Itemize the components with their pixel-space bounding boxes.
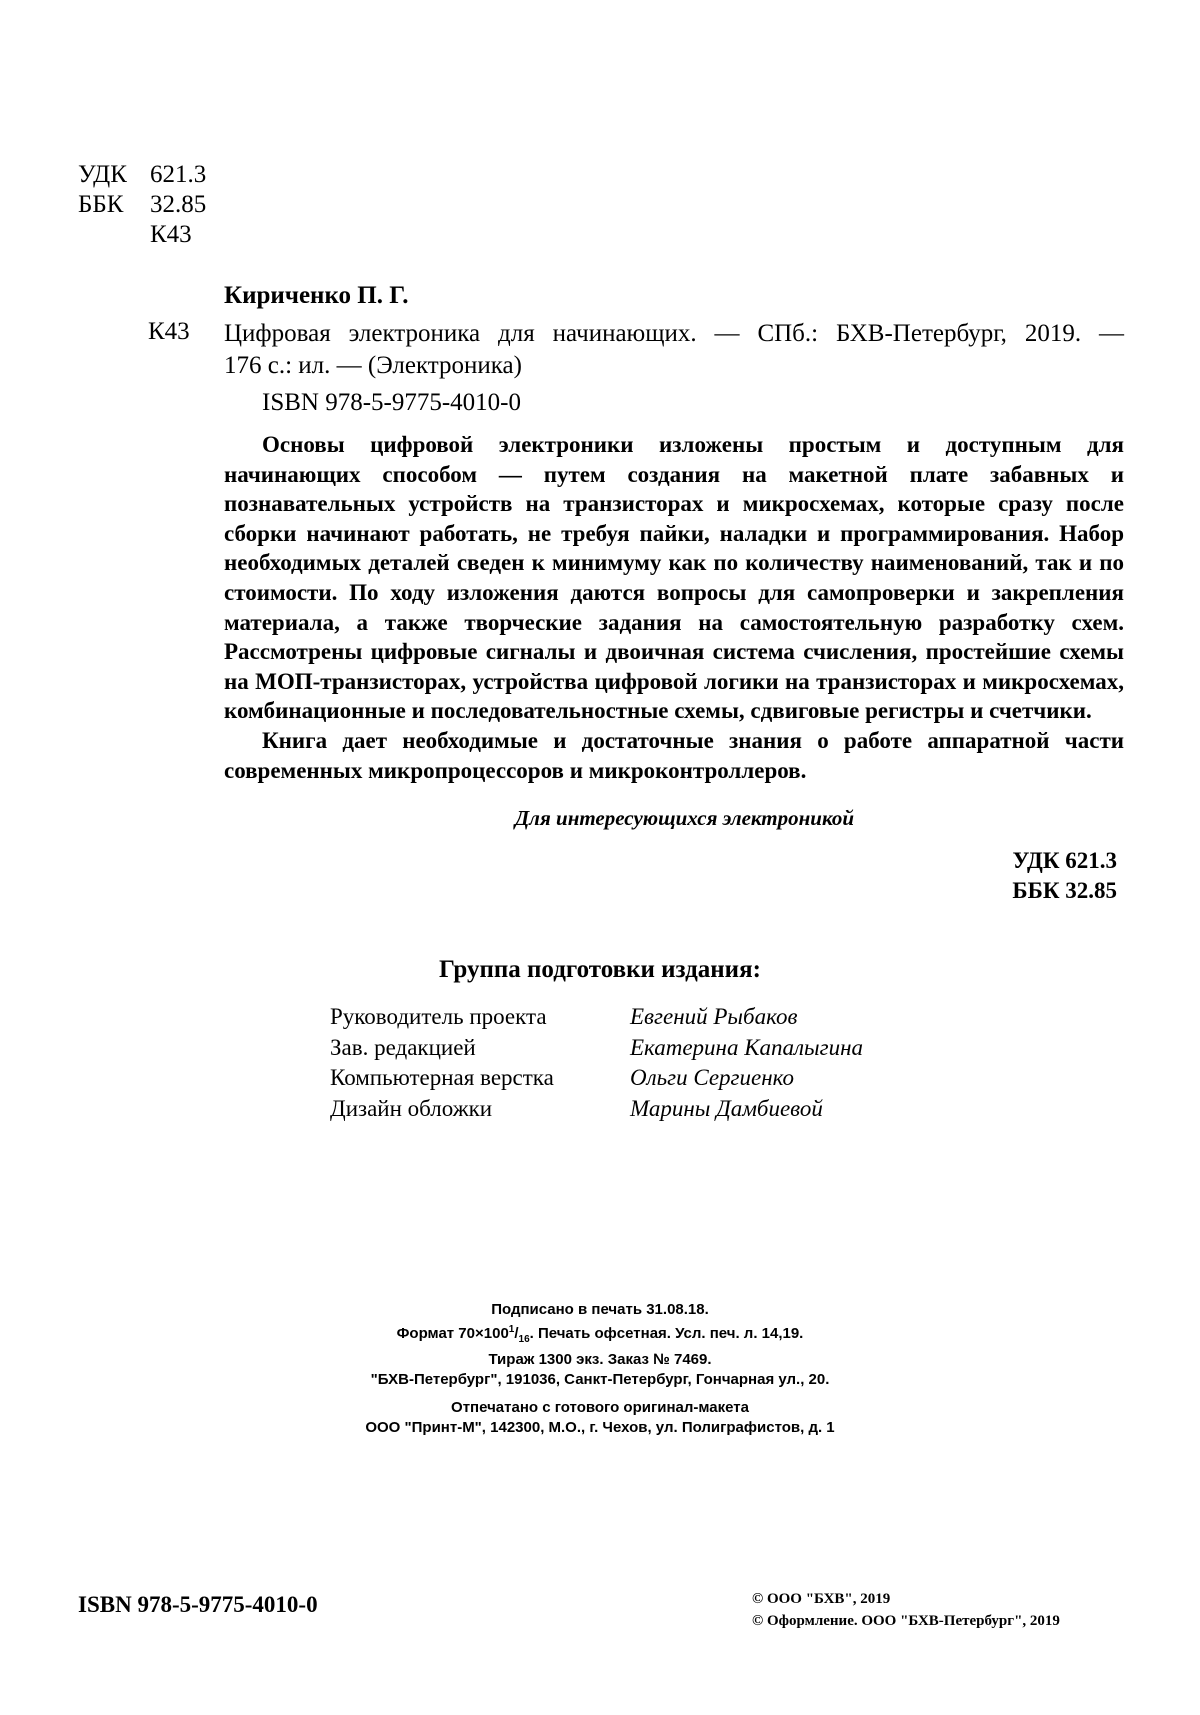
footer-isbn: ISBN 978-5-9775-4010-0 <box>78 1592 318 1617</box>
printed-from: Отпечатано с готового оригинал-макета <box>451 1399 749 1416</box>
bbk-row <box>78 190 206 220</box>
print-info <box>0 1300 1200 1438</box>
classification-right <box>1012 846 1117 906</box>
bbk-right: ББК 32.85 <box>1012 878 1117 903</box>
udk-value: 621.3 <box>150 161 207 188</box>
author-mark: К43 <box>150 221 192 248</box>
signed-date: Подписано в печать 31.08.18. <box>491 1301 709 1318</box>
publisher-address: "БХВ-Петербург", 191036, Санкт-Петербург, Гончарная ул., 20. <box>370 1371 830 1388</box>
team-member-name: Ольги Сергиенко <box>630 1065 795 1090</box>
team-role: Зав. редакцией <box>330 1034 476 1060</box>
team-row <box>330 1002 863 1033</box>
print-run: Тираж 1300 экз. Заказ № 7469. <box>488 1351 712 1368</box>
abstract <box>224 430 1124 785</box>
team-role: Руководитель проекта <box>330 1004 547 1029</box>
team-row <box>330 1094 863 1125</box>
team-member-name: Екатерина Капалыгина <box>630 1034 863 1060</box>
team-member-name: Марины Дамбиевой <box>630 1095 823 1121</box>
team-title: Группа подготовки издания: <box>439 956 761 983</box>
print-format: Формат $70\times 100^1/_{16}$. Печать офсетная. Усл. печ. л. 14,19. <box>396 1324 804 1345</box>
audience-note: Для интересующихся электроникой <box>514 806 854 830</box>
team-member-name: Евгений Рыбаков <box>630 1004 798 1029</box>
team-role: Дизайн обложки <box>330 1095 493 1121</box>
team-row <box>330 1033 863 1064</box>
team-role: Компьютерная верстка <box>330 1065 554 1090</box>
abstract-paragraph: Основы цифровой электроники изложены простым и доступным для начинающих способом — путем создания на макетной плате забавных и познавательных устройств на транзисторах и микросхемах, которые сразу после сборки начинают работать, не требуя пайки, наладки и программирования. Набор необходимых деталей сведен к минимуму как по количеству наименований, так и по стоимости. По ходу изложения даются вопросы для самопроверки и закрепления материала, а также творческие задания на самостоятельную разработку схем. Рассмотрены цифровые сигналы и двоичная система счисления, простейшие схемы на МОП-транзисторах, устройства цифровой логики на транзисторах и микросхемах, комбинационные и последовательностные схемы, сдвиговые регистры и счетчики. <box>224 432 1124 724</box>
bib-line-1: Цифровая электроника для начинающих. — СПб.: БХВ-Петербург, 2019. — <box>224 320 1124 347</box>
bbk-value: 32.85 <box>150 191 207 218</box>
bbk-label: ББК <box>78 191 124 218</box>
team-row <box>330 1063 863 1094</box>
printer-address: ООО "Принт-М", 142300, М.О., г. Чехов, ул. Полиграфистов, д. 1 <box>365 1419 835 1436</box>
bib-line-2: 176 с.: ил. — (Электроника) <box>224 352 522 379</box>
copyright-line: © ООО "БХВ", 2019 <box>752 1591 891 1607</box>
bib-description <box>224 318 1124 382</box>
bib-author-mark: К43 <box>148 318 190 345</box>
copyright <box>752 1588 1060 1632</box>
udk-right: УДК 621.3 <box>1012 848 1117 873</box>
abstract-paragraph: Книга дает необходимые и достаточные знания о работе аппаратной части современных микропроцессоров и микроконтроллеров. <box>224 727 1124 783</box>
author-name: Кириченко П. Г. <box>224 282 409 309</box>
udk-row <box>78 160 206 190</box>
team-list <box>330 1002 863 1124</box>
author-mark-row <box>78 220 192 250</box>
udk-label: УДК <box>78 161 127 188</box>
copyright-line: © Оформление. ООО "БХВ-Петербург", 2019 <box>752 1613 1060 1629</box>
isbn: ISBN 978-5-9775-4010-0 <box>262 389 522 416</box>
